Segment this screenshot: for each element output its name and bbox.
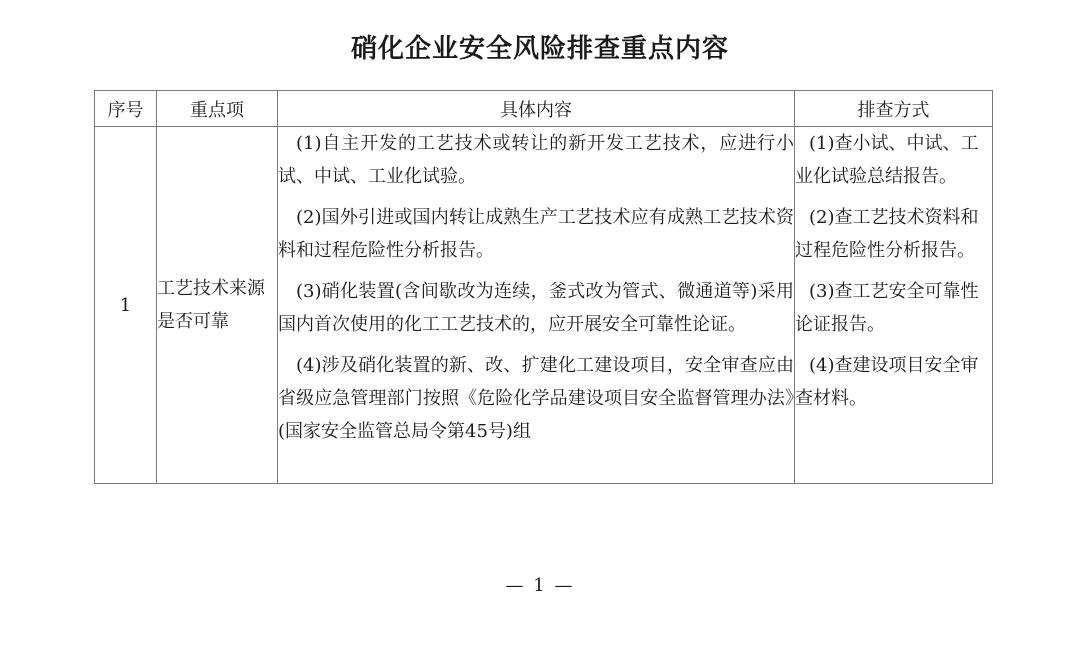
risk-check-table (94, 90, 993, 484)
method-list (795, 127, 992, 473)
header-detail: 具体内容 (278, 91, 795, 127)
method-item: (1)查小试、中试、工业化试验总结报告。 (795, 133, 979, 187)
header-seq: 序号 (95, 91, 157, 127)
method-item: (2)查工艺技术资料和过程危险性分析报告。 (795, 207, 979, 261)
detail-item: (4)涉及硝化装置的新、改、扩建化工建设项目，安全审查应由省级应急管理部门按照《危险化学品建设项目安全监督管理办法》(国家安全监管总局令第45号)组 (278, 355, 794, 442)
method-item: (3)查工艺安全可靠性论证报告。 (795, 281, 979, 335)
detail-item: (1)自主开发的工艺技术或转让的新开发工艺技术，应进行小试、中试、工业化试验。 (278, 133, 794, 187)
table-row (95, 127, 993, 484)
row-detail-cell (278, 127, 795, 484)
method-item: (4)查建设项目安全审查材料。 (795, 355, 979, 409)
detail-item: (3)硝化装置(含间歇改为连续，釜式改为管式、微通道等)采用国内首次使用的化工工艺技术的，应开展安全可靠性论证。 (278, 281, 794, 335)
header-key-item: 重点项 (157, 91, 278, 127)
row-method-cell (795, 127, 993, 484)
header-method: 排查方式 (795, 91, 993, 127)
detail-item: (2)国外引进或国内转让成熟生产工艺技术应有成熟工艺技术资料和过程危险性分析报告。 (278, 207, 794, 261)
row-key-item: 工艺技术来源是否可靠 (157, 127, 278, 484)
table-header-row (95, 91, 993, 127)
detail-list (278, 127, 794, 473)
document-title: 硝化企业安全风险排查重点内容 (350, 34, 729, 64)
row-seq: 1 (95, 127, 157, 484)
page-number: — 1 — (505, 575, 575, 596)
